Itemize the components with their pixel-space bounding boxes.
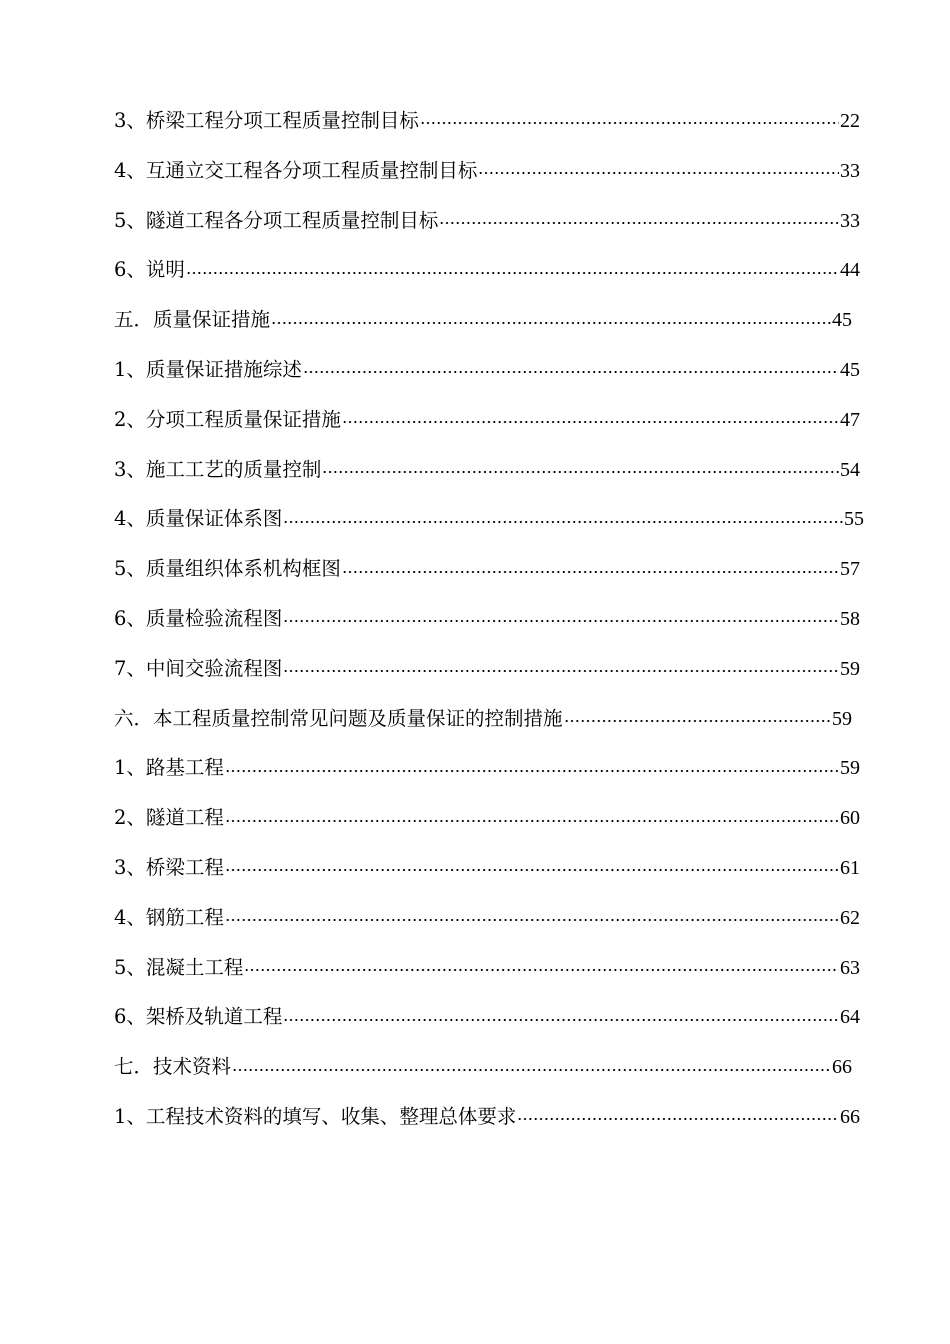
toc-entry-title: 4、互通立交工程各分项工程质量控制目标 bbox=[114, 158, 478, 182]
toc-entry[interactable] bbox=[0, 146, 950, 196]
toc-entry-title: 3、桥梁工程 bbox=[114, 855, 224, 879]
toc-entry[interactable] bbox=[0, 644, 950, 694]
toc-entry-title: 4、钢筋工程 bbox=[114, 905, 224, 929]
dot-leader bbox=[342, 420, 839, 424]
toc-entry-page: 59 bbox=[840, 757, 860, 780]
toc-entry-title: 3、桥梁工程分项工程质量控制目标 bbox=[114, 109, 419, 132]
toc-entry[interactable] bbox=[0, 1092, 950, 1142]
table-of-contents bbox=[0, 96, 950, 1142]
toc-entry[interactable] bbox=[0, 96, 950, 146]
dot-leader bbox=[186, 271, 839, 275]
dot-leader bbox=[283, 669, 839, 673]
toc-entry-page: 47 bbox=[840, 408, 860, 431]
dot-leader bbox=[283, 1018, 839, 1022]
toc-entry-page: 59 bbox=[832, 707, 852, 730]
toc-section-title: 七．技术资料 bbox=[114, 1055, 232, 1079]
toc-entry-page: 61 bbox=[840, 856, 860, 879]
dot-leader bbox=[225, 918, 839, 922]
toc-entry-page: 63 bbox=[840, 956, 860, 979]
toc-entry[interactable] bbox=[0, 594, 950, 644]
dot-leader bbox=[283, 520, 843, 524]
toc-entry[interactable] bbox=[0, 445, 950, 495]
toc-entry-page: 62 bbox=[840, 906, 860, 929]
toc-entry[interactable] bbox=[0, 943, 950, 993]
toc-entry-title: 1、路基工程 bbox=[114, 756, 224, 780]
toc-entry-page: 64 bbox=[840, 1006, 860, 1029]
dot-leader bbox=[225, 769, 839, 773]
toc-entry[interactable] bbox=[0, 345, 950, 395]
toc-section-entry[interactable] bbox=[0, 295, 950, 345]
toc-entry-page: 33 bbox=[840, 159, 860, 182]
toc-entry[interactable] bbox=[0, 743, 950, 793]
toc-entry-title: 4、质量保证体系图 bbox=[114, 507, 283, 531]
toc-entry-title: 2、隧道工程 bbox=[114, 806, 224, 830]
toc-entry-title: 6、说明 bbox=[114, 258, 185, 282]
dot-leader bbox=[439, 221, 839, 225]
dot-leader bbox=[420, 121, 839, 125]
toc-entry-page: 55 bbox=[844, 508, 864, 531]
dot-leader bbox=[232, 1068, 831, 1072]
dot-leader bbox=[303, 370, 839, 374]
toc-entry[interactable] bbox=[0, 196, 950, 246]
dot-leader bbox=[564, 719, 831, 723]
toc-entry[interactable] bbox=[0, 793, 950, 843]
dot-leader bbox=[271, 321, 831, 325]
toc-entry-title: 5、质量组织体系机构框图 bbox=[114, 557, 341, 581]
toc-entry[interactable] bbox=[0, 992, 950, 1042]
toc-entry-title: 5、隧道工程各分项工程质量控制目标 bbox=[114, 208, 439, 232]
toc-section-entry[interactable] bbox=[0, 694, 950, 744]
toc-entry-page: 45 bbox=[832, 309, 852, 332]
toc-entry[interactable] bbox=[0, 544, 950, 594]
toc-entry-title: 1、工程技术资料的填写、收集、整理总体要求 bbox=[114, 1104, 517, 1128]
toc-entry-title: 1、质量保证措施综述 bbox=[114, 357, 302, 381]
dot-leader bbox=[478, 171, 839, 175]
dot-leader bbox=[342, 570, 839, 574]
toc-section-entry[interactable] bbox=[0, 1042, 950, 1092]
toc-entry-title: 3、施工工艺的质量控制 bbox=[114, 457, 322, 481]
toc-section-title: 五．质量保证措施 bbox=[114, 308, 271, 332]
toc-entry-page: 45 bbox=[840, 358, 860, 381]
toc-section-title: 六．本工程质量控制常见问题及质量保证的控制措施 bbox=[114, 706, 563, 730]
toc-entry-page: 60 bbox=[840, 807, 860, 830]
toc-entry-page: 54 bbox=[840, 458, 860, 481]
toc-entry[interactable] bbox=[0, 893, 950, 943]
toc-entry-page: 33 bbox=[840, 209, 860, 232]
toc-entry-page: 44 bbox=[840, 259, 860, 282]
dot-leader bbox=[244, 968, 839, 972]
toc-entry-page: 66 bbox=[840, 1105, 860, 1128]
dot-leader bbox=[517, 1117, 839, 1121]
toc-entry-title: 7、中间交验流程图 bbox=[114, 656, 283, 680]
toc-entry-page: 59 bbox=[840, 657, 860, 680]
toc-entry[interactable] bbox=[0, 395, 950, 445]
dot-leader bbox=[225, 868, 839, 872]
toc-entry-title: 5、混凝土工程 bbox=[114, 955, 244, 979]
toc-entry[interactable] bbox=[0, 494, 950, 544]
toc-entry-title: 2、分项工程质量保证措施 bbox=[114, 407, 341, 431]
toc-entry-title: 6、架桥及轨道工程 bbox=[114, 1005, 283, 1029]
toc-entry-page: 57 bbox=[840, 558, 860, 581]
toc-entry-title: 6、质量检验流程图 bbox=[114, 606, 283, 630]
toc-entry[interactable] bbox=[0, 245, 950, 295]
toc-entry[interactable] bbox=[0, 843, 950, 893]
toc-entry-page: 58 bbox=[840, 607, 860, 630]
dot-leader bbox=[322, 470, 839, 474]
toc-entry-page: 66 bbox=[832, 1056, 852, 1079]
dot-leader bbox=[283, 619, 839, 623]
toc-entry-page: 22 bbox=[840, 110, 860, 132]
dot-leader bbox=[225, 819, 839, 823]
